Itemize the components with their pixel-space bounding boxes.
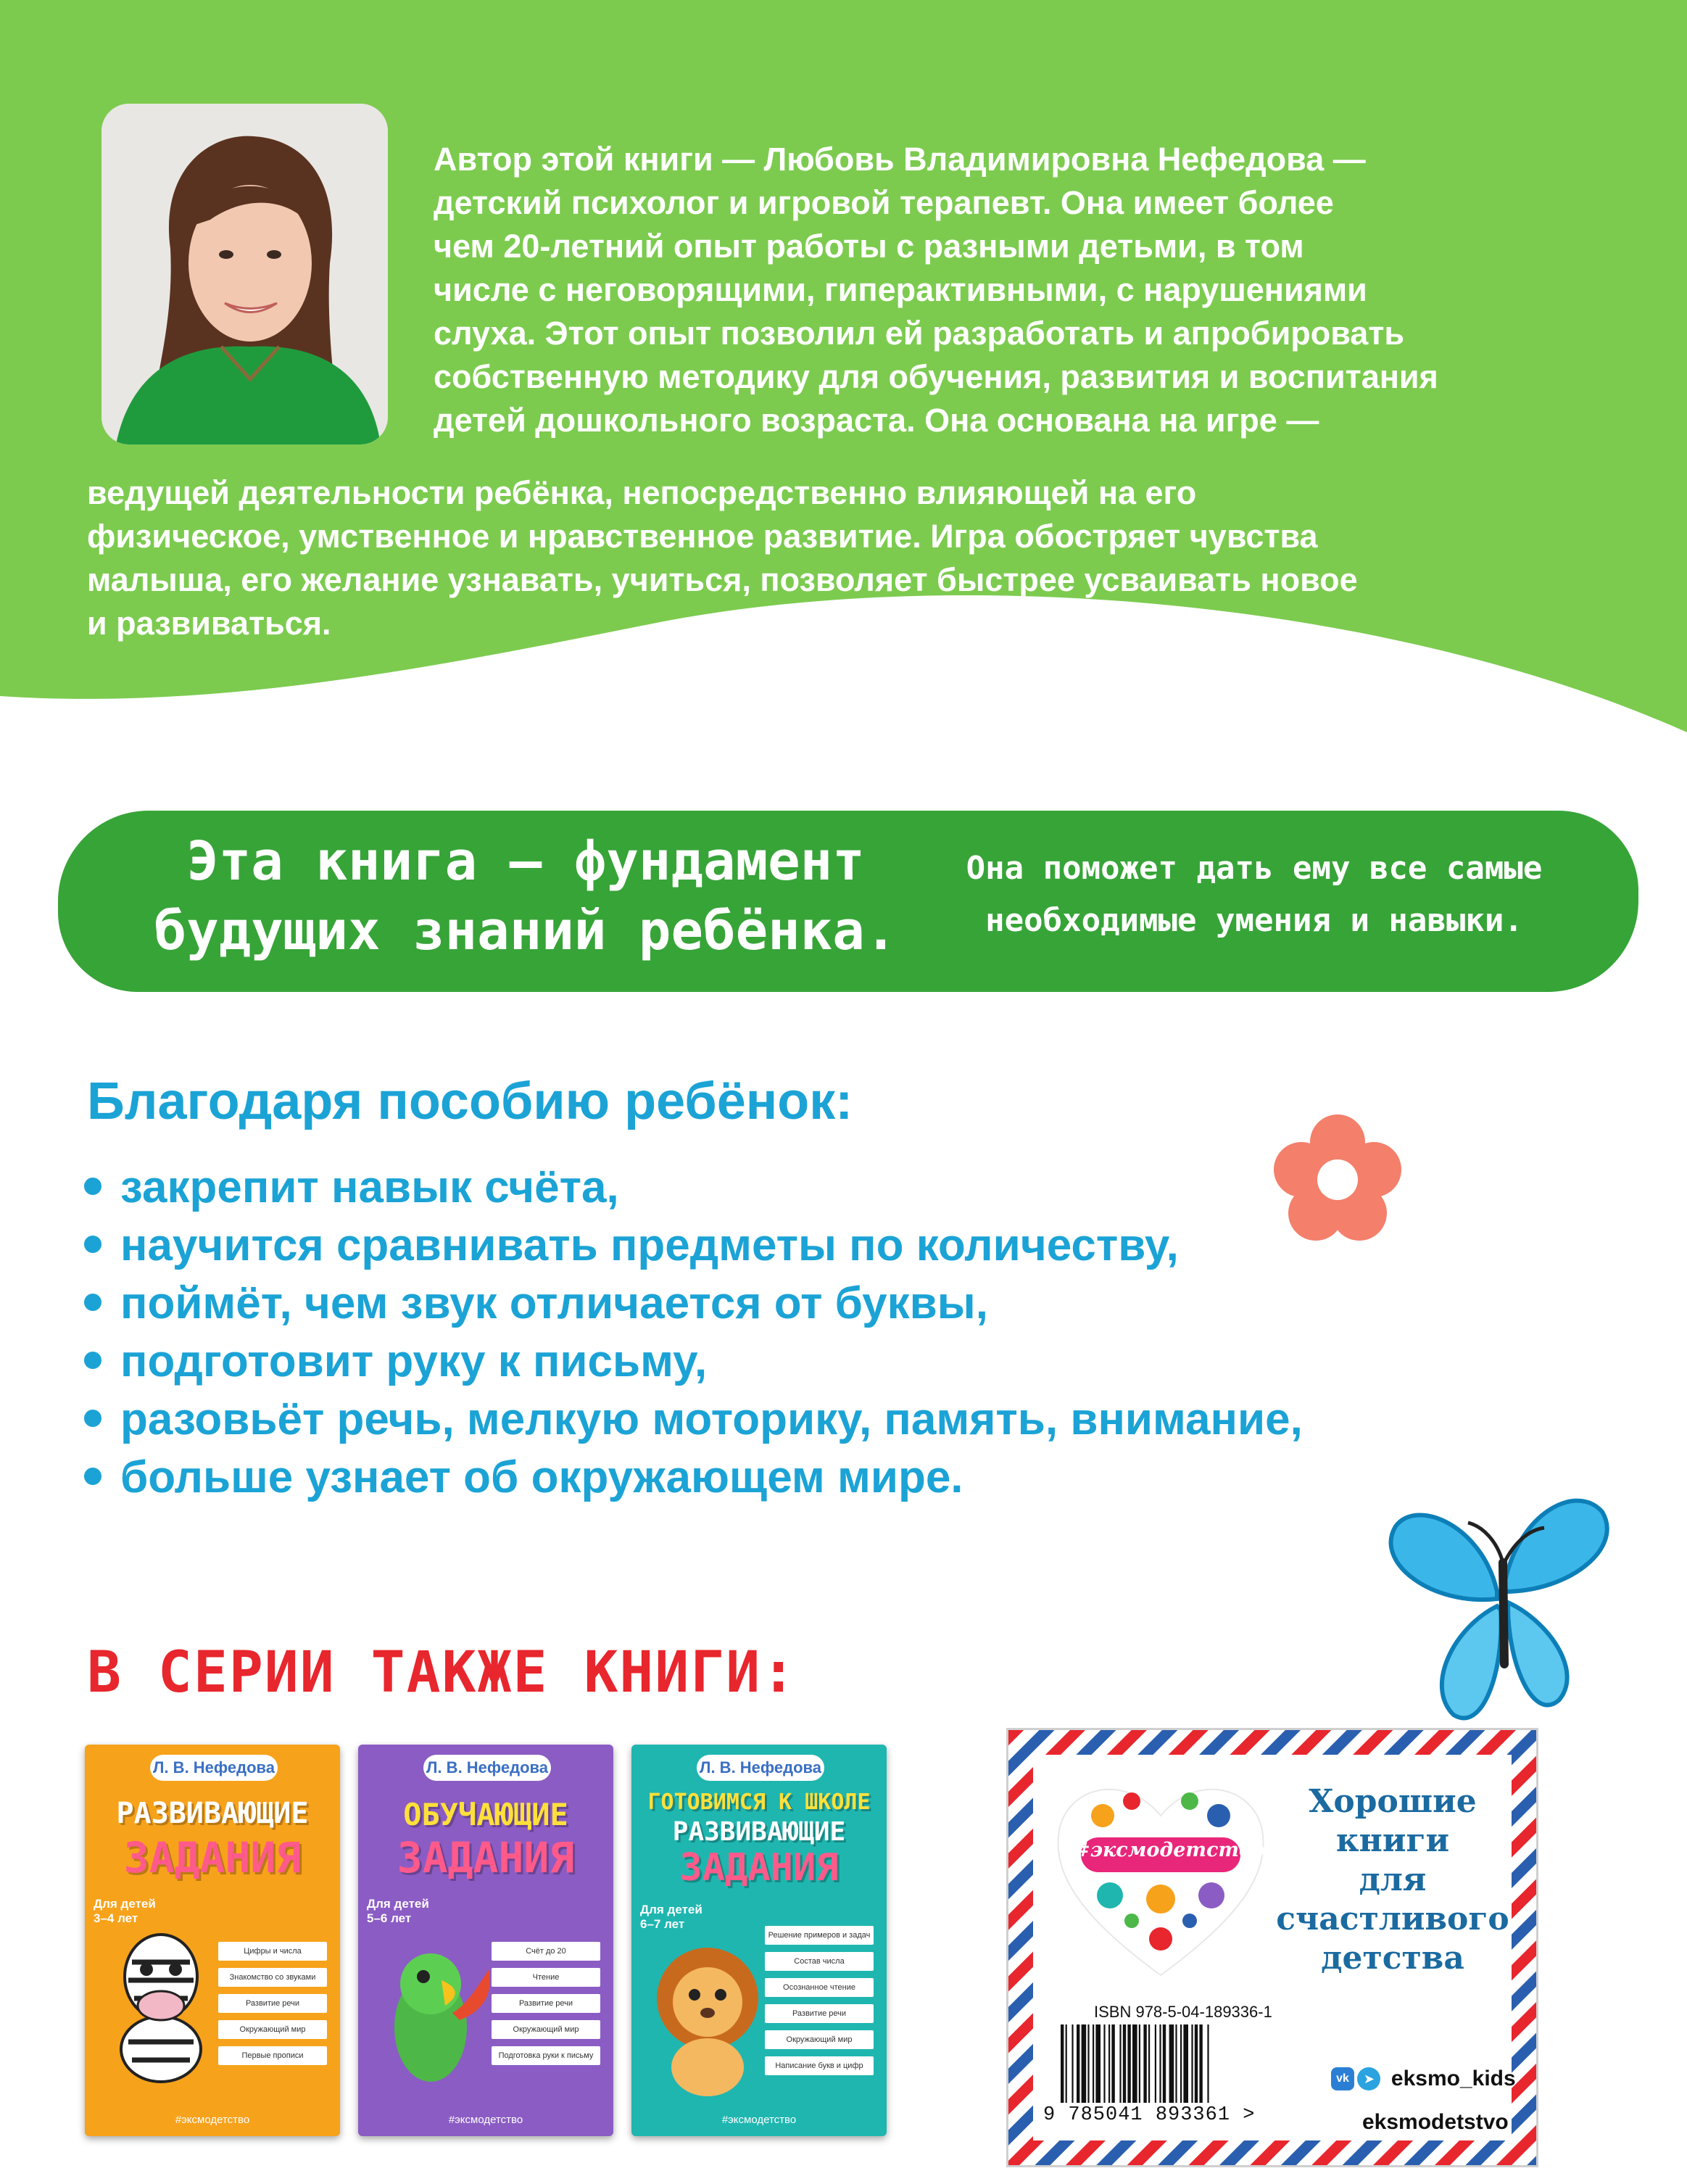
lion-icon <box>642 1940 773 2100</box>
author-bio-line: собственную методику для обучения, развития и воспитания <box>434 358 1438 395</box>
book-age: Для детей <box>640 1903 702 1916</box>
book-cover-3[interactable] <box>631 1745 887 2136</box>
book-topic: Счёт до 20 <box>492 1942 600 1961</box>
author-bio-line: детей дошкольного возраста. Она основана на игре — <box>434 402 1319 439</box>
book-title-line1: РАЗВИВАЮЩИЕ <box>672 1817 846 1847</box>
barcode-bar <box>1093 2024 1094 2103</box>
barcode-bar <box>1183 2024 1188 2103</box>
bullet-icon <box>84 1294 101 1311</box>
barcode-digits: 9 785041 893361 > <box>1043 2104 1256 2126</box>
banner-main-text <box>123 827 928 966</box>
telegram-icon[interactable]: ➤ <box>1357 2067 1380 2090</box>
banner-line: Эта книга — фундамент <box>186 830 865 893</box>
bullet-icon <box>84 1468 101 1485</box>
barcode-bar <box>1155 2024 1156 2103</box>
book-topic: Первые прописи <box>218 2046 327 2065</box>
author-bio-line: слуха. Этот опыт позволил ей разработать и апробировать <box>434 315 1405 352</box>
barcode-bar <box>1103 2024 1105 2103</box>
book-topic: Развитие речи <box>765 2004 874 2023</box>
benefit-text: больше узнает об окружающем мире. <box>120 1452 963 1502</box>
benefit-text: подготовит руку к письму, <box>120 1336 708 1386</box>
book-title-line2: ЗАДАНИЯ <box>397 1833 575 1882</box>
butterfly-icon <box>1374 1483 1620 1733</box>
barcode-bar <box>1195 2024 1198 2103</box>
heart-label: #эксмодетство <box>1074 1839 1265 1861</box>
barcode-icon <box>1058 2024 1311 2104</box>
barcode-bar <box>1199 2024 1202 2103</box>
benefits-heading: Благодаря пособию ребёнок: <box>87 1072 853 1130</box>
isbn-label: ISBN 978-5-04-189336-1 <box>1094 2003 1272 2021</box>
book-topic: Окружающий мир <box>765 2030 874 2049</box>
book-title-line1: ОБУЧАЮЩИЕ <box>403 1797 568 1832</box>
banner-line: Она поможет дать ему все самые <box>966 850 1543 887</box>
book-publisher: #эксмодетство <box>175 2114 250 2126</box>
book-author: Л. В. Нефедова <box>697 1755 824 1781</box>
book-publisher: #эксмодетство <box>448 2114 523 2126</box>
list-item <box>84 1217 1303 1275</box>
list-item <box>84 1391 1303 1449</box>
benefit-text: научится сравнивать предметы по количеству, <box>120 1220 1179 1270</box>
book-topic: Состав числа <box>765 1952 874 1971</box>
book-title-line2: ЗАДАНИЯ <box>679 1846 839 1890</box>
list-item <box>84 1275 1303 1333</box>
barcode-bar <box>1108 2024 1110 2103</box>
slogan-line: для счастливого <box>1276 1861 1509 1937</box>
banner-sub-text <box>928 843 1580 947</box>
barcode-bar <box>1061 2024 1064 2103</box>
bullet-icon <box>84 1178 101 1195</box>
book-author: Л. В. Нефедова <box>423 1755 551 1781</box>
barcode-bar <box>1191 2024 1193 2103</box>
barcode-bar <box>1169 2024 1174 2103</box>
series-heading: В СЕРИИ ТАКЖЕ КНИГИ: <box>87 1640 797 1705</box>
book-topic: Чтение <box>492 1968 600 1987</box>
book-publisher: #эксмодетство <box>721 2114 797 2126</box>
social-handle[interactable]: eksmo_kids <box>1390 2067 1516 2090</box>
book-age: 5–6 лет <box>367 1911 412 1925</box>
barcode-bar <box>1066 2024 1067 2103</box>
book-cover-2[interactable] <box>358 1745 613 2136</box>
vk-icon[interactable]: vk <box>1331 2067 1354 2090</box>
book-topic: Осознанное чтение <box>765 1978 874 1997</box>
barcode-bar <box>1127 2024 1130 2103</box>
barcode-bar <box>1207 2024 1209 2103</box>
zebra-icon <box>99 1919 223 2100</box>
book-topic: Решение примеров и задач <box>765 1926 874 1945</box>
benefits-list <box>84 1159 1303 1507</box>
benefit-text: разовьёт речь, мелкую моторику, память, внимание, <box>120 1394 1303 1444</box>
author-bio-bottom <box>87 471 1358 645</box>
barcode-bar <box>1123 2024 1126 2103</box>
list-item <box>84 1449 1303 1507</box>
barcode-block <box>1043 2003 1319 2130</box>
barcode-bar <box>1077 2024 1079 2103</box>
publisher-slogan <box>1269 1782 1516 1978</box>
barcode-bar <box>1175 2024 1177 2103</box>
barcode-bar <box>1159 2024 1161 2103</box>
author-bio-line: детский психолог и игровой терапевт. Она имеет более <box>434 184 1334 221</box>
book-topic: Написание букв и цифр <box>765 2056 874 2075</box>
author-bio-line: и развиваться. <box>87 605 331 642</box>
barcode-bar <box>1082 2024 1087 2103</box>
benefit-text: поймёт, чем звук отличается от буквы, <box>120 1278 988 1328</box>
list-item <box>84 1159 1303 1217</box>
author-bio-top <box>434 138 1438 442</box>
book-author: Л. В. Нефедова <box>150 1755 278 1781</box>
banner-line: будущих знаний ребёнка. <box>154 900 898 962</box>
book-topic: Развитие речи <box>218 1994 327 2013</box>
barcode-bar <box>1087 2024 1089 2103</box>
book-age: Для детей <box>367 1897 429 1911</box>
book-title-line2: ЗАДАНИЯ <box>123 1833 302 1882</box>
slogan-line: детства <box>1321 1940 1464 1977</box>
author-bio-line: чем 20-летний опыт работы с разными детьми, в том <box>434 228 1304 265</box>
book-topic: Окружающий мир <box>218 2020 327 2039</box>
barcode-bar <box>1132 2024 1137 2103</box>
author-bio-line: Автор этой книги — Любовь Владимировна Нефедова — <box>434 141 1366 178</box>
social-row <box>1331 2067 1516 2096</box>
barcode-bar <box>1148 2024 1150 2103</box>
banner-line: необходимые умения и навыки. <box>985 902 1523 939</box>
benefit-text: закрепит навык счёта, <box>120 1162 619 1212</box>
site-handle[interactable]: eksmodetstvo <box>1362 2110 1509 2134</box>
barcode-bar <box>1163 2024 1166 2103</box>
book-title-line1: РАЗВИВАЮЩИЕ <box>116 1797 309 1830</box>
slogan-line: книги <box>1335 1822 1450 1859</box>
book-topic: Окружающий мир <box>492 2020 600 2039</box>
book-age: 3–4 лет <box>94 1911 138 1925</box>
barcode-bar <box>1139 2024 1140 2103</box>
barcode-bar <box>1119 2024 1121 2103</box>
book-topic: Знакомство со звуками <box>218 1968 327 1987</box>
barcode-bar <box>1072 2024 1073 2103</box>
bullet-icon <box>84 1410 101 1427</box>
author-bio-line: малыша, его желание узнавать, учиться, позволяет быстрее усваивать новое <box>87 561 1358 598</box>
author-photo <box>101 104 388 444</box>
publisher-card <box>1006 1728 1538 2167</box>
parrot-icon <box>373 1940 496 2100</box>
barcode-bar <box>1180 2024 1182 2103</box>
author-bio-line: физическое, умственное и нравственное развитие. Игра обостряет чувства <box>87 518 1318 555</box>
book-topic: Подготовка руки к письму <box>492 2046 600 2065</box>
book-topic: Развитие речи <box>492 1994 600 2013</box>
book-title-top: ГОТОВИМСЯ К ШКОЛЕ <box>647 1790 871 1815</box>
flower-icon <box>1272 1113 1403 1244</box>
bullet-icon <box>84 1352 101 1369</box>
list-item <box>84 1333 1303 1391</box>
slogan-line: Хорошие <box>1309 1783 1477 1820</box>
barcode-bar <box>1111 2024 1114 2103</box>
bullet-icon <box>84 1236 101 1253</box>
book-topic: Цифры и числа <box>218 1942 327 1961</box>
book-cover-1[interactable] <box>85 1745 340 2136</box>
barcode-bar <box>1095 2024 1101 2103</box>
book-age: Для детей <box>94 1897 156 1911</box>
barcode-bar <box>1143 2024 1146 2103</box>
book-age: 6–7 лет <box>640 1917 685 1931</box>
heart-logo-icon <box>1052 1772 1269 1982</box>
author-bio-line: числе с неговорящими, гиперактивными, с нарушениями <box>434 271 1367 308</box>
author-bio-line: ведущей деятельности ребёнка, непосредственно влияющей на его <box>87 474 1197 511</box>
